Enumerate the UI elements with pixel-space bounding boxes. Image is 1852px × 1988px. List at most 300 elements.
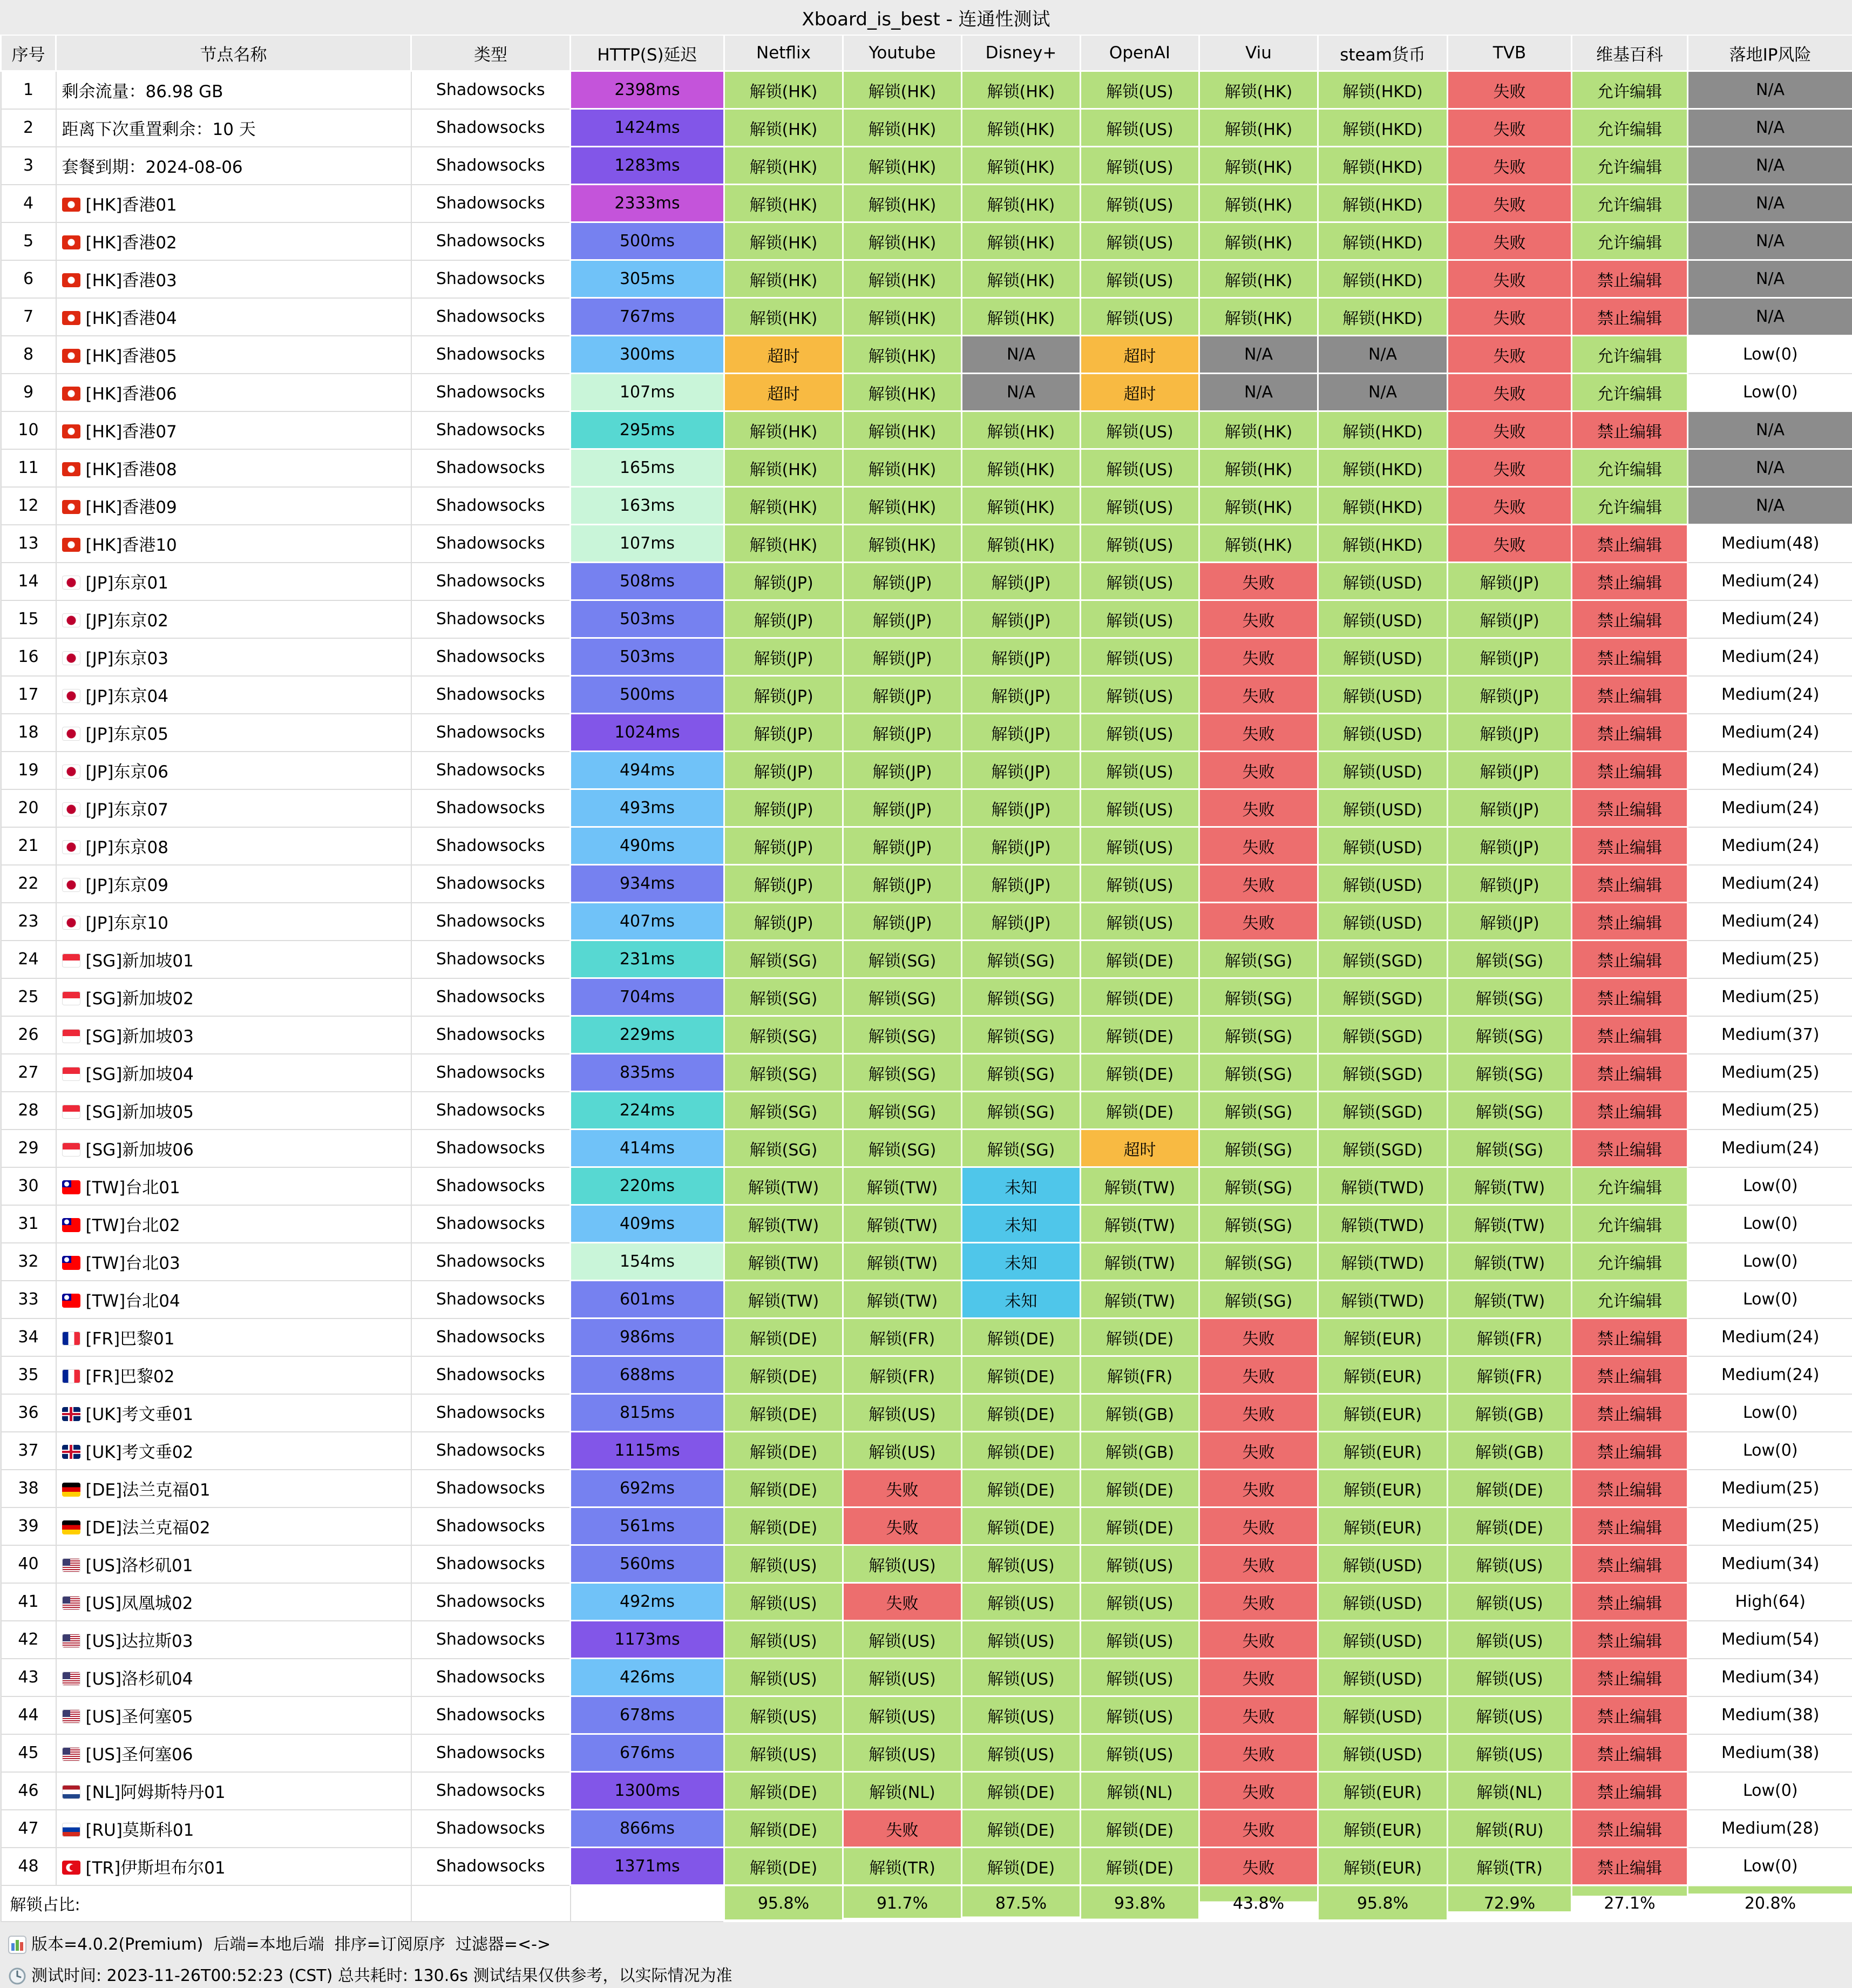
cell-wikipedia: 禁止编辑: [1572, 865, 1688, 903]
cell-steam-currency: 解锁(USD): [1318, 752, 1448, 789]
row-index: 12: [1, 487, 56, 525]
row-index: 29: [1, 1130, 56, 1167]
cell-openai: 解锁(DE): [1081, 941, 1199, 978]
cell-openai: 解锁(US): [1081, 600, 1199, 638]
cell-youtube: 解锁(SG): [843, 1130, 962, 1167]
cell-youtube: 解锁(US): [843, 1545, 962, 1583]
cell-viu: 失败: [1199, 1394, 1318, 1432]
flag-icon-jp: [62, 765, 80, 779]
node-type: Shadowsocks: [411, 147, 571, 185]
node-row: [1, 1243, 1852, 1281]
latency-cell: 500ms: [571, 222, 724, 260]
cell-youtube: 解锁(US): [843, 1394, 962, 1432]
node-type: Shadowsocks: [411, 374, 571, 411]
cell-netflix: 解锁(HK): [724, 147, 843, 185]
cell-netflix: 解锁(US): [724, 1696, 843, 1734]
cell-viu: 失败: [1199, 1545, 1318, 1583]
node-type: Shadowsocks: [411, 941, 571, 978]
cell-disney-plus: 解锁(JP): [962, 789, 1081, 827]
cell-openai: 解锁(TW): [1081, 1281, 1199, 1318]
cell-steam-currency: 解锁(USD): [1318, 903, 1448, 941]
node-name: [HK]香港08: [56, 449, 411, 487]
latency-cell: 407ms: [571, 903, 724, 941]
flag-icon-hk: [62, 387, 80, 401]
flag-icon-jp: [62, 576, 80, 590]
node-name: [TW]台北02: [56, 1205, 411, 1243]
cell-tvb: 解锁(JP): [1448, 752, 1572, 789]
cell-landing-ip-risk: Medium(34): [1688, 1659, 1852, 1696]
node-row: [1, 1016, 1852, 1054]
cell-steam-currency: 解锁(HKD): [1318, 298, 1448, 336]
cell-steam-currency: 解锁(TWD): [1318, 1281, 1448, 1318]
node-name: [JP]东京10: [56, 903, 411, 941]
cell-landing-ip-risk: Low(0): [1688, 1243, 1852, 1281]
cell-viu: 解锁(SG): [1199, 1167, 1318, 1205]
cell-tvb: 解锁(SG): [1448, 1092, 1572, 1130]
cell-youtube: 解锁(TW): [843, 1281, 962, 1318]
cell-wikipedia: 禁止编辑: [1572, 789, 1688, 827]
cell-netflix: 解锁(HK): [724, 411, 843, 449]
column-header-tvb: TVB: [1448, 35, 1572, 71]
cell-youtube: 解锁(US): [843, 1659, 962, 1696]
cell-steam-currency: 解锁(USD): [1318, 827, 1448, 865]
cell-tvb: 解锁(SG): [1448, 978, 1572, 1016]
cell-disney-plus: 解锁(HK): [962, 449, 1081, 487]
node-type: Shadowsocks: [411, 676, 571, 714]
node-row: [1, 1281, 1852, 1318]
node-name: [RU]莫斯科01: [56, 1810, 411, 1848]
latency-cell: 492ms: [571, 1583, 724, 1621]
node-row: [1, 1432, 1852, 1470]
cell-openai: 解锁(US): [1081, 1583, 1199, 1621]
cell-tvb: 失败: [1448, 525, 1572, 563]
row-index: 43: [1, 1659, 56, 1696]
row-index: 45: [1, 1734, 56, 1772]
cell-landing-ip-risk: Medium(24): [1688, 865, 1852, 903]
cell-tvb: 解锁(JP): [1448, 676, 1572, 714]
latency-cell: 490ms: [571, 827, 724, 865]
cell-disney-plus: 解锁(JP): [962, 752, 1081, 789]
cell-netflix: 解锁(US): [724, 1545, 843, 1583]
latency-cell: 2398ms: [571, 71, 724, 109]
node-type: Shadowsocks: [411, 1318, 571, 1356]
flag-icon-ru: [62, 1823, 80, 1837]
latency-cell: 678ms: [571, 1696, 724, 1734]
node-name: [UK]考文垂01: [56, 1394, 411, 1432]
cell-wikipedia: 禁止编辑: [1572, 1810, 1688, 1848]
cell-tvb: 解锁(TW): [1448, 1167, 1572, 1205]
cell-steam-currency: 解锁(TWD): [1318, 1243, 1448, 1281]
node-type: Shadowsocks: [411, 449, 571, 487]
row-index: 7: [1, 298, 56, 336]
cell-viu: 解锁(SG): [1199, 941, 1318, 978]
flag-icon-us: [62, 1672, 80, 1686]
cell-openai: 解锁(US): [1081, 449, 1199, 487]
column-header-netflix: Netflix: [724, 35, 843, 71]
cell-viu: 解锁(SG): [1199, 1092, 1318, 1130]
cell-wikipedia: 禁止编辑: [1572, 1092, 1688, 1130]
cell-landing-ip-risk: Low(0): [1688, 1848, 1852, 1885]
cell-netflix: 解锁(HK): [724, 449, 843, 487]
cell-landing-ip-risk: Low(0): [1688, 336, 1852, 374]
cell-openai: 解锁(DE): [1081, 1054, 1199, 1092]
latency-cell: 1371ms: [571, 1848, 724, 1885]
cell-youtube: 解锁(TW): [843, 1205, 962, 1243]
cell-wikipedia: 禁止编辑: [1572, 1470, 1688, 1507]
cell-viu: 解锁(HK): [1199, 71, 1318, 109]
node-name: [FR]巴黎01: [56, 1318, 411, 1356]
cell-landing-ip-risk: N/A: [1688, 185, 1852, 222]
node-row: [1, 1130, 1852, 1167]
flag-icon-jp: [62, 840, 80, 854]
node-name: [HK]香港06: [56, 374, 411, 411]
cell-openai: 解锁(US): [1081, 563, 1199, 600]
node-type: Shadowsocks: [411, 525, 571, 563]
cell-tvb: 解锁(TW): [1448, 1281, 1572, 1318]
node-row: [1, 563, 1852, 600]
node-row: [1, 1205, 1852, 1243]
row-index: 30: [1, 1167, 56, 1205]
cell-disney-plus: 未知: [962, 1167, 1081, 1205]
cell-landing-ip-risk: Low(0): [1688, 1167, 1852, 1205]
cell-openai: 解锁(US): [1081, 676, 1199, 714]
summary-pct-landing-ip-risk: 20.8%: [1688, 1885, 1852, 1922]
cell-disney-plus: 解锁(SG): [962, 1054, 1081, 1092]
node-row: [1, 1583, 1852, 1621]
row-index: 41: [1, 1583, 56, 1621]
latency-cell: 1283ms: [571, 147, 724, 185]
cell-netflix: 解锁(HK): [724, 71, 843, 109]
node-type: Shadowsocks: [411, 71, 571, 109]
cell-openai: 解锁(US): [1081, 1545, 1199, 1583]
cell-disney-plus: 解锁(DE): [962, 1507, 1081, 1545]
cell-disney-plus: 解锁(DE): [962, 1772, 1081, 1810]
flag-icon-sg: [62, 1029, 80, 1043]
node-type: Shadowsocks: [411, 1356, 571, 1394]
cell-landing-ip-risk: Medium(24): [1688, 714, 1852, 752]
cell-landing-ip-risk: Medium(38): [1688, 1734, 1852, 1772]
cell-disney-plus: 解锁(SG): [962, 1016, 1081, 1054]
cell-viu: 解锁(SG): [1199, 1054, 1318, 1092]
flag-icon-jp: [62, 613, 80, 627]
cell-wikipedia: 禁止编辑: [1572, 1318, 1688, 1356]
cell-landing-ip-risk: N/A: [1688, 487, 1852, 525]
latency-cell: 494ms: [571, 752, 724, 789]
node-name: [UK]考文垂02: [56, 1432, 411, 1470]
cell-landing-ip-risk: Medium(24): [1688, 1130, 1852, 1167]
node-type: Shadowsocks: [411, 1243, 571, 1281]
cell-openai: 解锁(DE): [1081, 978, 1199, 1016]
flag-icon-hk: [62, 273, 80, 287]
latency-cell: 224ms: [571, 1092, 724, 1130]
cell-netflix: 解锁(DE): [724, 1470, 843, 1507]
row-index: 32: [1, 1243, 56, 1281]
node-row: [1, 1621, 1852, 1659]
node-type: Shadowsocks: [411, 563, 571, 600]
cell-youtube: 解锁(HK): [843, 298, 962, 336]
node-name: [SG]新加坡03: [56, 1016, 411, 1054]
latency-cell: 426ms: [571, 1659, 724, 1696]
cell-steam-currency: 解锁(HKD): [1318, 260, 1448, 298]
cell-landing-ip-risk: Medium(37): [1688, 1016, 1852, 1054]
cell-landing-ip-risk: Low(0): [1688, 1394, 1852, 1432]
cell-landing-ip-risk: Medium(25): [1688, 1092, 1852, 1130]
node-name: [US]洛杉矶04: [56, 1659, 411, 1696]
flag-icon-us: [62, 1558, 80, 1572]
cell-openai: 解锁(US): [1081, 525, 1199, 563]
column-header-youtube: Youtube: [843, 35, 962, 71]
summary-pct-wikipedia: 27.1%: [1572, 1885, 1688, 1922]
latency-cell: 601ms: [571, 1281, 724, 1318]
node-name: [TR]伊斯坦布尔01: [56, 1848, 411, 1885]
cell-wikipedia: 允许编辑: [1572, 109, 1688, 147]
cell-tvb: 解锁(US): [1448, 1734, 1572, 1772]
cell-landing-ip-risk: Low(0): [1688, 1772, 1852, 1810]
latency-cell: 986ms: [571, 1318, 724, 1356]
cell-viu: 解锁(HK): [1199, 260, 1318, 298]
node-type: Shadowsocks: [411, 1281, 571, 1318]
cell-youtube: 解锁(SG): [843, 1092, 962, 1130]
node-type: Shadowsocks: [411, 903, 571, 941]
cell-disney-plus: 解锁(JP): [962, 827, 1081, 865]
node-row: [1, 827, 1852, 865]
cell-openai: 解锁(US): [1081, 638, 1199, 676]
cell-disney-plus: 解锁(DE): [962, 1470, 1081, 1507]
node-row: [1, 1734, 1852, 1772]
cell-disney-plus: 解锁(SG): [962, 978, 1081, 1016]
cell-disney-plus: 解锁(JP): [962, 676, 1081, 714]
cell-tvb: 解锁(TW): [1448, 1243, 1572, 1281]
node-row: [1, 978, 1852, 1016]
latency-cell: 503ms: [571, 638, 724, 676]
cell-steam-currency: 解锁(HKD): [1318, 487, 1448, 525]
cell-viu: 解锁(HK): [1199, 449, 1318, 487]
cell-wikipedia: 禁止编辑: [1572, 298, 1688, 336]
cell-steam-currency: 解锁(USD): [1318, 1659, 1448, 1696]
node-name: [HK]香港02: [56, 222, 411, 260]
cell-landing-ip-risk: Medium(24): [1688, 676, 1852, 714]
cell-landing-ip-risk: Medium(48): [1688, 525, 1852, 563]
cell-viu: 失败: [1199, 827, 1318, 865]
cell-tvb: 解锁(US): [1448, 1545, 1572, 1583]
node-row: [1, 449, 1852, 487]
cell-disney-plus: 解锁(DE): [962, 1394, 1081, 1432]
clock-icon: [8, 1966, 27, 1986]
flag-icon-sg: [62, 954, 80, 968]
cell-landing-ip-risk: Medium(24): [1688, 789, 1852, 827]
node-name: [JP]东京05: [56, 714, 411, 752]
node-name: 套餐到期：2024-08-06: [56, 147, 411, 185]
latency-cell: 815ms: [571, 1394, 724, 1432]
cell-youtube: 解锁(HK): [843, 71, 962, 109]
cell-tvb: 解锁(DE): [1448, 1507, 1572, 1545]
column-header-landing-ip-risk: 落地IP风险: [1688, 35, 1852, 71]
cell-disney-plus: 解锁(JP): [962, 600, 1081, 638]
cell-wikipedia: 禁止编辑: [1572, 1507, 1688, 1545]
flag-icon-hk: [62, 349, 80, 363]
cell-steam-currency: 解锁(EUR): [1318, 1848, 1448, 1885]
node-name: [SG]新加坡01: [56, 941, 411, 978]
node-row: [1, 1092, 1852, 1130]
latency-cell: 1300ms: [571, 1772, 724, 1810]
node-row: [1, 865, 1852, 903]
cell-viu: 失败: [1199, 1621, 1318, 1659]
cell-tvb: 解锁(DE): [1448, 1470, 1572, 1507]
node-row: [1, 714, 1852, 752]
latency-cell: 305ms: [571, 260, 724, 298]
cell-netflix: 解锁(DE): [724, 1394, 843, 1432]
cell-openai: 解锁(DE): [1081, 1016, 1199, 1054]
node-type: Shadowsocks: [411, 185, 571, 222]
cell-tvb: 解锁(GB): [1448, 1394, 1572, 1432]
summary-pct-disney-plus: 87.5%: [962, 1885, 1081, 1922]
row-index: 37: [1, 1432, 56, 1470]
cell-openai: 解锁(GB): [1081, 1394, 1199, 1432]
cell-youtube: 解锁(HK): [843, 185, 962, 222]
latency-cell: 676ms: [571, 1734, 724, 1772]
column-header-latency: HTTP(S)延迟: [571, 35, 724, 71]
cell-steam-currency: 解锁(USD): [1318, 676, 1448, 714]
cell-youtube: 解锁(US): [843, 1432, 962, 1470]
cell-openai: 超时: [1081, 1130, 1199, 1167]
summary-empty-latency: [571, 1885, 724, 1922]
flag-icon-nl: [62, 1785, 80, 1799]
cell-wikipedia: 禁止编辑: [1572, 941, 1688, 978]
cell-wikipedia: 禁止编辑: [1572, 827, 1688, 865]
flag-icon-tw: [62, 1180, 80, 1194]
row-index: 31: [1, 1205, 56, 1243]
cell-steam-currency: 解锁(HKD): [1318, 109, 1448, 147]
node-type: Shadowsocks: [411, 487, 571, 525]
cell-youtube: 解锁(HK): [843, 147, 962, 185]
node-name: [JP]东京04: [56, 676, 411, 714]
node-name: [JP]东京08: [56, 827, 411, 865]
cell-openai: 解锁(US): [1081, 752, 1199, 789]
cell-steam-currency: N/A: [1318, 336, 1448, 374]
node-type: Shadowsocks: [411, 1696, 571, 1734]
cell-youtube: 解锁(HK): [843, 109, 962, 147]
latency-cell: 107ms: [571, 525, 724, 563]
cell-openai: 解锁(US): [1081, 903, 1199, 941]
cell-tvb: 失败: [1448, 336, 1572, 374]
flag-icon-de: [62, 1483, 80, 1497]
node-name: [FR]巴黎02: [56, 1356, 411, 1394]
report-title: Xboard_is_best - 连通性测试: [0, 0, 1852, 35]
cell-landing-ip-risk: Medium(24): [1688, 903, 1852, 941]
cell-netflix: 解锁(JP): [724, 865, 843, 903]
cell-netflix: 解锁(JP): [724, 676, 843, 714]
cell-steam-currency: 解锁(EUR): [1318, 1470, 1448, 1507]
cell-viu: 失败: [1199, 1810, 1318, 1848]
cell-tvb: 失败: [1448, 109, 1572, 147]
node-name: [JP]东京03: [56, 638, 411, 676]
cell-steam-currency: 解锁(EUR): [1318, 1507, 1448, 1545]
cell-netflix: 解锁(TW): [724, 1205, 843, 1243]
cell-disney-plus: 解锁(HK): [962, 298, 1081, 336]
summary-pct-youtube: 91.7%: [843, 1885, 962, 1922]
row-index: 16: [1, 638, 56, 676]
cell-viu: 解锁(SG): [1199, 978, 1318, 1016]
cell-openai: 解锁(US): [1081, 827, 1199, 865]
cell-wikipedia: 禁止编辑: [1572, 1016, 1688, 1054]
node-name: [JP]东京02: [56, 600, 411, 638]
cell-viu: 失败: [1199, 1583, 1318, 1621]
latency-cell: 163ms: [571, 487, 724, 525]
latency-cell: 561ms: [571, 1507, 724, 1545]
cell-youtube: 解锁(HK): [843, 487, 962, 525]
cell-openai: 解锁(US): [1081, 714, 1199, 752]
cell-netflix: 解锁(HK): [724, 109, 843, 147]
cell-landing-ip-risk: N/A: [1688, 109, 1852, 147]
cell-tvb: 解锁(FR): [1448, 1356, 1572, 1394]
cell-steam-currency: 解锁(SGD): [1318, 941, 1448, 978]
cell-landing-ip-risk: Low(0): [1688, 1205, 1852, 1243]
row-index: 18: [1, 714, 56, 752]
cell-netflix: 超时: [724, 374, 843, 411]
row-index: 22: [1, 865, 56, 903]
row-index: 48: [1, 1848, 56, 1885]
cell-wikipedia: 允许编辑: [1572, 374, 1688, 411]
flag-icon-jp: [62, 878, 80, 892]
cell-youtube: 解锁(TW): [843, 1243, 962, 1281]
summary-pct-viu: 43.8%: [1199, 1885, 1318, 1922]
cell-steam-currency: 解锁(USD): [1318, 1696, 1448, 1734]
cell-openai: 解锁(DE): [1081, 1848, 1199, 1885]
cell-youtube: 解锁(TR): [843, 1848, 962, 1885]
node-name: [JP]东京06: [56, 752, 411, 789]
cell-youtube: 解锁(JP): [843, 752, 962, 789]
row-index: 9: [1, 374, 56, 411]
cell-openai: 解锁(FR): [1081, 1356, 1199, 1394]
node-row: [1, 638, 1852, 676]
cell-viu: 失败: [1199, 903, 1318, 941]
cell-landing-ip-risk: Medium(25): [1688, 1507, 1852, 1545]
node-name: [HK]香港01: [56, 185, 411, 222]
latency-cell: 560ms: [571, 1545, 724, 1583]
flag-icon-sg: [62, 1105, 80, 1119]
cell-landing-ip-risk: Medium(34): [1688, 1545, 1852, 1583]
cell-disney-plus: 解锁(JP): [962, 865, 1081, 903]
row-index: 10: [1, 411, 56, 449]
summary-pct-steam-currency: 95.8%: [1318, 1885, 1448, 1922]
cell-wikipedia: 允许编辑: [1572, 1281, 1688, 1318]
cell-openai: 解锁(US): [1081, 222, 1199, 260]
cell-youtube: 失败: [843, 1583, 962, 1621]
cell-disney-plus: N/A: [962, 374, 1081, 411]
cell-landing-ip-risk: N/A: [1688, 449, 1852, 487]
cell-steam-currency: 解锁(SGD): [1318, 1054, 1448, 1092]
cell-netflix: 解锁(US): [724, 1583, 843, 1621]
cell-wikipedia: 禁止编辑: [1572, 752, 1688, 789]
node-row: [1, 222, 1852, 260]
row-index: 42: [1, 1621, 56, 1659]
cell-disney-plus: 解锁(HK): [962, 411, 1081, 449]
node-row: [1, 1318, 1852, 1356]
cell-wikipedia: 禁止编辑: [1572, 411, 1688, 449]
row-index: 1: [1, 71, 56, 109]
flag-icon-hk: [62, 424, 80, 438]
cell-netflix: 解锁(HK): [724, 298, 843, 336]
cell-disney-plus: 解锁(SG): [962, 1130, 1081, 1167]
results-table: [0, 35, 1852, 1922]
cell-steam-currency: 解锁(HKD): [1318, 222, 1448, 260]
cell-youtube: 解锁(JP): [843, 714, 962, 752]
row-index: 24: [1, 941, 56, 978]
cell-wikipedia: 禁止编辑: [1572, 1432, 1688, 1470]
node-name: [US]洛杉矶01: [56, 1545, 411, 1583]
cell-landing-ip-risk: N/A: [1688, 71, 1852, 109]
cell-disney-plus: 未知: [962, 1243, 1081, 1281]
